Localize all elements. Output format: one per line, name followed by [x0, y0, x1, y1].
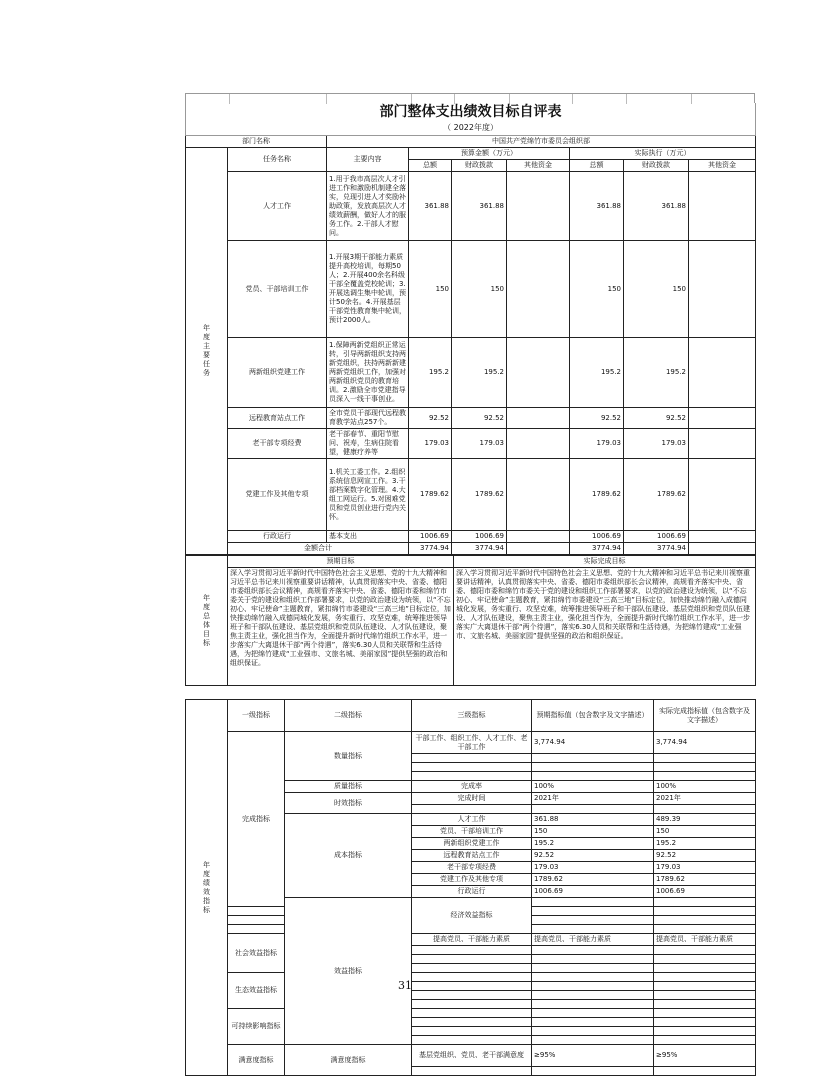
task-content: 全市党员干部现代远程教育教学站点257个。	[327, 408, 409, 429]
planned-fiscal: 92.52	[452, 408, 507, 429]
task-content: 1.用于我市高层次人才引进工作和激励机制建全落实，兑现引进人才奖励补助政策，发放高层次人才绩效薪酬，做好人才的服务工作。2.干部人才慰问。	[327, 172, 409, 241]
dept-label: 部门名称	[186, 136, 327, 148]
level1-header: 一级指标	[228, 700, 285, 732]
level3-header: 三级指标	[412, 700, 532, 732]
quality-actual: 100%	[654, 781, 756, 793]
cost-item: 老干部专项经费	[412, 862, 532, 874]
actual-header: 实际执行（万元）	[570, 148, 756, 160]
satisfaction-level1: 满意度指标	[228, 1045, 285, 1076]
task-name: 人才工作	[228, 172, 327, 241]
task-content: 1.保障两新党组织正常运转，引导两新组织支持两新党组织，扶持两新新建两新党组织工作，加强对两新组织党员的教育培训。2.激励全市党建指导员深入一线干事创业。	[327, 338, 409, 408]
planned-total: 195.2	[409, 338, 452, 408]
goals-table	[185, 555, 756, 686]
actual-other	[689, 459, 756, 531]
document-year: （ 2022年度）	[186, 121, 756, 136]
completion-indicator: 完成指标	[228, 732, 285, 907]
task-row	[186, 172, 756, 241]
cost-actual: 195.2	[654, 838, 756, 850]
planned-total: 92.52	[409, 408, 452, 429]
actual-total: 179.03	[570, 429, 624, 459]
planned-total: 150	[409, 241, 452, 338]
planned-other-sum	[507, 543, 570, 555]
actual-fiscal: 150	[624, 241, 689, 338]
actual-fiscal: 1789.62	[624, 459, 689, 531]
satisfaction-level2: 满意度指标	[285, 1045, 412, 1076]
planned-fiscal-header: 财政拨款	[452, 160, 507, 172]
actual-total: 195.2	[570, 338, 624, 408]
planned-other	[507, 241, 570, 338]
task-name: 行政运行	[228, 531, 327, 543]
timeliness-item: 完成时间	[412, 793, 532, 805]
cost-actual: 1006.69	[654, 886, 756, 898]
actual-fiscal: 195.2	[624, 338, 689, 408]
cost-item: 党建工作及其他专项	[412, 874, 532, 886]
planned-other	[507, 531, 570, 543]
task-content: 老干部春节、重阳节慰问、祝寿，生病住院看望，健康疗养等	[327, 429, 409, 459]
planned-total: 179.03	[409, 429, 452, 459]
actual-other	[689, 172, 756, 241]
actual-other	[689, 408, 756, 429]
actual-fiscal-header: 财政拨款	[624, 160, 689, 172]
planned-fiscal: 1006.69	[452, 531, 507, 543]
planned-other	[507, 408, 570, 429]
planned-fiscal: 179.03	[452, 429, 507, 459]
task-row	[186, 429, 756, 459]
actual-total-sum: 3774.94	[570, 543, 624, 555]
planned-total: 1006.69	[409, 531, 452, 543]
cost-item: 远程教育站点工作	[412, 850, 532, 862]
planned-other	[507, 459, 570, 531]
cost-item: 两新组织党建工作	[412, 838, 532, 850]
planned-fiscal: 1789.62	[452, 459, 507, 531]
planned-total: 1789.62	[409, 459, 452, 531]
cost-planned: 150	[532, 826, 654, 838]
timeliness-indicator: 时效指标	[285, 793, 412, 814]
social-planned: 提高党员、干部能力素质	[532, 934, 654, 946]
task-name: 党建工作及其他专项	[228, 459, 327, 531]
satisfaction-actual: ≥95%	[654, 1045, 756, 1067]
task-name: 党员、干部培训工作	[228, 241, 327, 338]
actual-total-header: 总额	[570, 160, 624, 172]
cost-item: 行政运行	[412, 886, 532, 898]
social-item: 提高党员、干部能力素质	[412, 934, 532, 946]
social-actual: 提高党员、干部能力素质	[654, 934, 756, 946]
ecological-indicator: 生态效益指标	[228, 973, 285, 1009]
actual-total: 150	[570, 241, 624, 338]
task-row	[186, 241, 756, 338]
task-name: 老干部专项经费	[228, 429, 327, 459]
task-name-header: 任务名称	[228, 148, 327, 172]
task-row	[186, 531, 756, 543]
cost-planned: 361.88	[532, 814, 654, 826]
actual-other-header: 其他资金	[689, 160, 756, 172]
satisfaction-item: 基层党组织、党员、老干部满意度	[412, 1045, 532, 1067]
timeliness-planned: 2021年	[532, 793, 654, 805]
planned-value-header: 预期指标值（包含数字及文字描述）	[532, 700, 654, 732]
timeliness-actual: 2021年	[654, 793, 756, 805]
level2-header: 二级指标	[285, 700, 412, 732]
budget-table	[185, 103, 756, 555]
quantity-actual: 3,774.94	[654, 732, 756, 754]
task-name: 远程教育站点工作	[228, 408, 327, 429]
actual-total: 1006.69	[570, 531, 624, 543]
cost-planned: 1789.62	[532, 874, 654, 886]
planned-fiscal: 361.88	[452, 172, 507, 241]
cost-planned: 195.2	[532, 838, 654, 850]
cost-actual: 179.03	[654, 862, 756, 874]
cost-planned: 1006.69	[532, 886, 654, 898]
actual-fiscal-sum: 3774.94	[624, 543, 689, 555]
quantity-indicator: 数量指标	[285, 732, 412, 781]
task-row	[186, 408, 756, 429]
cost-actual: 489.39	[654, 814, 756, 826]
planned-total-header: 总额	[409, 160, 452, 172]
actual-total: 92.52	[570, 408, 624, 429]
planned-fiscal: 195.2	[452, 338, 507, 408]
task-row	[186, 338, 756, 408]
planned-fiscal: 150	[452, 241, 507, 338]
actual-other	[689, 241, 756, 338]
performance-indicators-label: 年度绩效指标	[186, 700, 228, 1076]
quantity-planned: 3,774.94	[532, 732, 654, 754]
total-row	[186, 543, 756, 555]
actual-other	[689, 531, 756, 543]
cost-planned: 179.03	[532, 862, 654, 874]
indicators-table	[185, 699, 756, 1076]
sustainable-indicator: 可持续影响指标	[228, 1009, 285, 1045]
planned-other	[507, 172, 570, 241]
planned-other-header: 其他资金	[507, 160, 570, 172]
actual-goal-header: 实际完成目标	[454, 556, 756, 568]
quality-planned: 100%	[532, 781, 654, 793]
actual-fiscal: 179.03	[624, 429, 689, 459]
planned-total: 361.88	[409, 172, 452, 241]
content-header: 主要内容	[327, 148, 409, 172]
planned-other	[507, 338, 570, 408]
actual-total: 1789.62	[570, 459, 624, 531]
actual-fiscal: 361.88	[624, 172, 689, 241]
actual-total: 361.88	[570, 172, 624, 241]
planned-goal-text: 深入学习贯彻习近平新时代中国特色社会主义思想、党的十九大精神和习近平总书记来川视察重要讲话精神，认真贯彻落实中央、省委、德阳市委组织部长会议精神，高规看齐落实中央、省委、德阳市委和绵竹市委关于党的建设和组织工作部署要求，以党的政治建设为统领，以“不忘初心、牢记使命”主题教育，紧扣绵竹市委建设“三高三地”目标定位，加快推动绵竹融入成德同城化发展，务实重行、攻坚克难，统筹推进领导班子和干部队伍建设、基层党组织和党员队伍建设、人才队伍建设，聚焦主责主业，强化担当作为，全面提升新时代绵竹组织工作水平，进一步落实广大离退休干部“两个待遇”，落实6.30人员和关联帮和生活待遇，为把绵竹建成“工业强市、文旅名城、美丽家园”提供坚强的政治和组织保证。	[228, 568, 454, 686]
overall-goal-label: 年度总体目标	[186, 556, 228, 686]
actual-other	[689, 429, 756, 459]
quality-item: 完成率	[412, 781, 532, 793]
quantity-item: 干部工作、组织工作、人才工作、老干部工作	[412, 732, 532, 754]
actual-fiscal: 1006.69	[624, 531, 689, 543]
cost-actual: 92.52	[654, 850, 756, 862]
actual-fiscal: 92.52	[624, 408, 689, 429]
total-label: 金额合计	[228, 543, 409, 555]
cost-item: 党员、干部培训工作	[412, 826, 532, 838]
planned-goal-header: 预期目标	[228, 556, 454, 568]
cost-indicator: 成本指标	[285, 814, 412, 898]
main-tasks-label: 年度主要任务	[186, 148, 228, 555]
sheet-grid-top	[185, 93, 755, 103]
actual-goal-text: 深入学习贯彻习近平新时代中国特色社会主义思想、党的十九大精神和习近平总书记来川视察重要讲话精神，认真贯彻落实中央、省委、德阳市委组织部长会议精神，高规看齐落实中央、省委、德阳市委和绵竹市委关于党的建设和组织工作部署要求，以党的政治建设为统领，以“不忘初心、牢记使命”主题教育，紧扣绵竹市委建设“三高三地”目标定位，加快推动绵竹融入成德同城化发展，务实重行、攻坚克难，统筹推进领导班子和干部队伍建设、基层党组织和党员队伍建设、人才队伍建设，聚焦主责主业，强化担当作为，全面提升新时代绵竹组织工作水平，进一步落实广大离退休干部“两个待遇”，落实6.30人员和关联帮和生活待遇，为把绵竹建成“工业强市、文旅名城、美丽家园”提供坚强的政治和组织保证。	[454, 568, 756, 686]
planned-other	[507, 429, 570, 459]
page-number: 31	[398, 979, 412, 992]
document-title: 部门整体支出绩效目标自评表	[186, 103, 756, 121]
quality-indicator: 质量指标	[285, 781, 412, 793]
cost-planned: 92.52	[532, 850, 654, 862]
cost-item: 人才工作	[412, 814, 532, 826]
report-sheet	[185, 103, 755, 1076]
planned-total-sum: 3774.94	[409, 543, 452, 555]
satisfaction-planned: ≥95%	[532, 1045, 654, 1067]
benefit-indicator: 效益指标	[285, 898, 412, 1045]
task-row	[186, 459, 756, 531]
planned-header: 预算金额（万元）	[409, 148, 570, 160]
task-content: 基本支出	[327, 531, 409, 543]
cost-actual: 150	[654, 826, 756, 838]
economic-indicator: 经济效益指标	[412, 898, 532, 934]
actual-other	[689, 338, 756, 408]
task-content: 1.开展3期干部能力素质提升高校培训，每期50人；2.开展400余名科级干部全覆盖党校轮训；3.开展选调生集中轮训，预计50余名。4.开展基层干部党性教育集中轮训，预计2000人。	[327, 241, 409, 338]
social-indicator: 社会效益指标	[228, 934, 285, 973]
cost-actual: 1789.62	[654, 874, 756, 886]
task-name: 两新组织党建工作	[228, 338, 327, 408]
actual-value-header: 实际完成指标值（包含数字及文字描述）	[654, 700, 756, 732]
planned-fiscal-sum: 3774.94	[452, 543, 507, 555]
actual-other-sum	[689, 543, 756, 555]
task-content: 1.机关工委工作。2.组织系统信息网宣工作。3.干部档案数字化管理。4.大组工网运行。5.对困难党员和党员创业进行党内关怀。	[327, 459, 409, 531]
dept-value: 中国共产党绵竹市委员会组织部	[327, 136, 756, 148]
